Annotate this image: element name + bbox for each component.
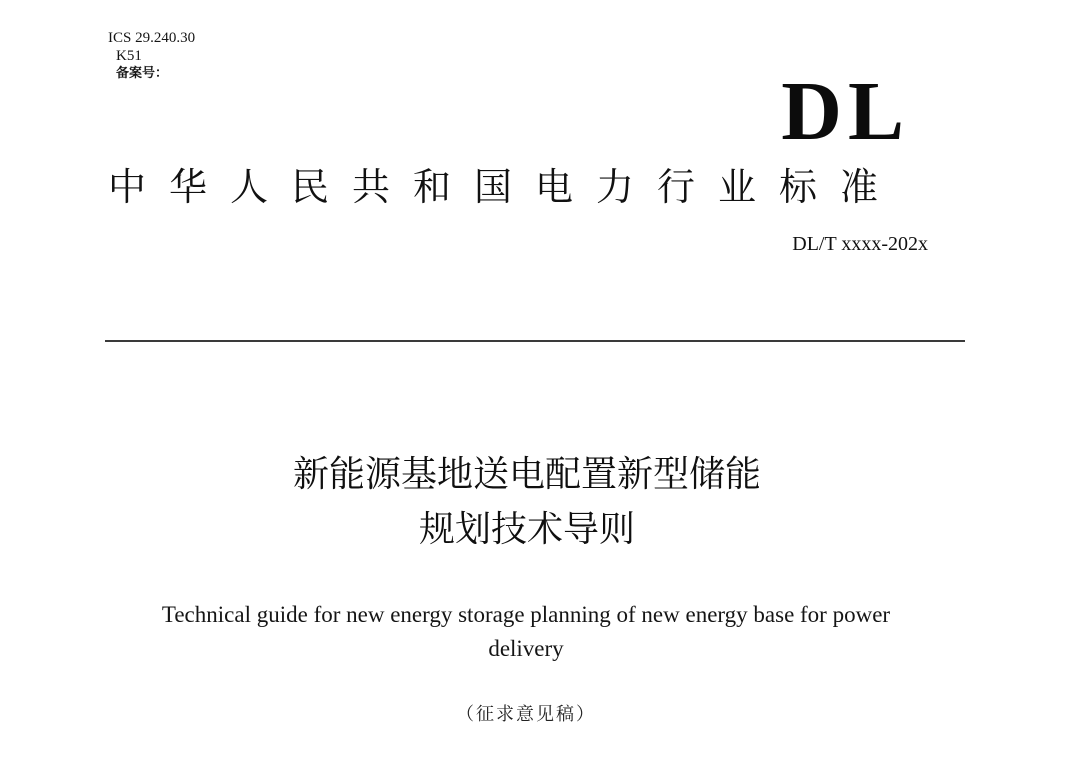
ics-code: ICS 29.240.30 bbox=[108, 30, 196, 46]
english-title-line-2: delivery bbox=[488, 636, 564, 661]
issuing-organization: 中华人民共和国电力行业标准 bbox=[108, 165, 902, 209]
ccs-code: K51 bbox=[116, 48, 142, 64]
classification-block bbox=[108, 29, 195, 83]
draft-status: （征求意见稿） bbox=[456, 704, 596, 725]
chinese-title-line-1: 新能源基地送电配置新型储能 bbox=[292, 454, 761, 495]
header-divider bbox=[105, 340, 965, 342]
chinese-title-line-2: 规划技术导则 bbox=[418, 509, 635, 550]
dl-logo: DL bbox=[781, 65, 910, 158]
english-title-line-1: Technical guide for new energy storage planning of new energy base for power bbox=[161, 602, 891, 627]
standard-number: DL/T xxxx-202x bbox=[792, 233, 928, 255]
record-number-label: 备案号： bbox=[116, 66, 169, 81]
